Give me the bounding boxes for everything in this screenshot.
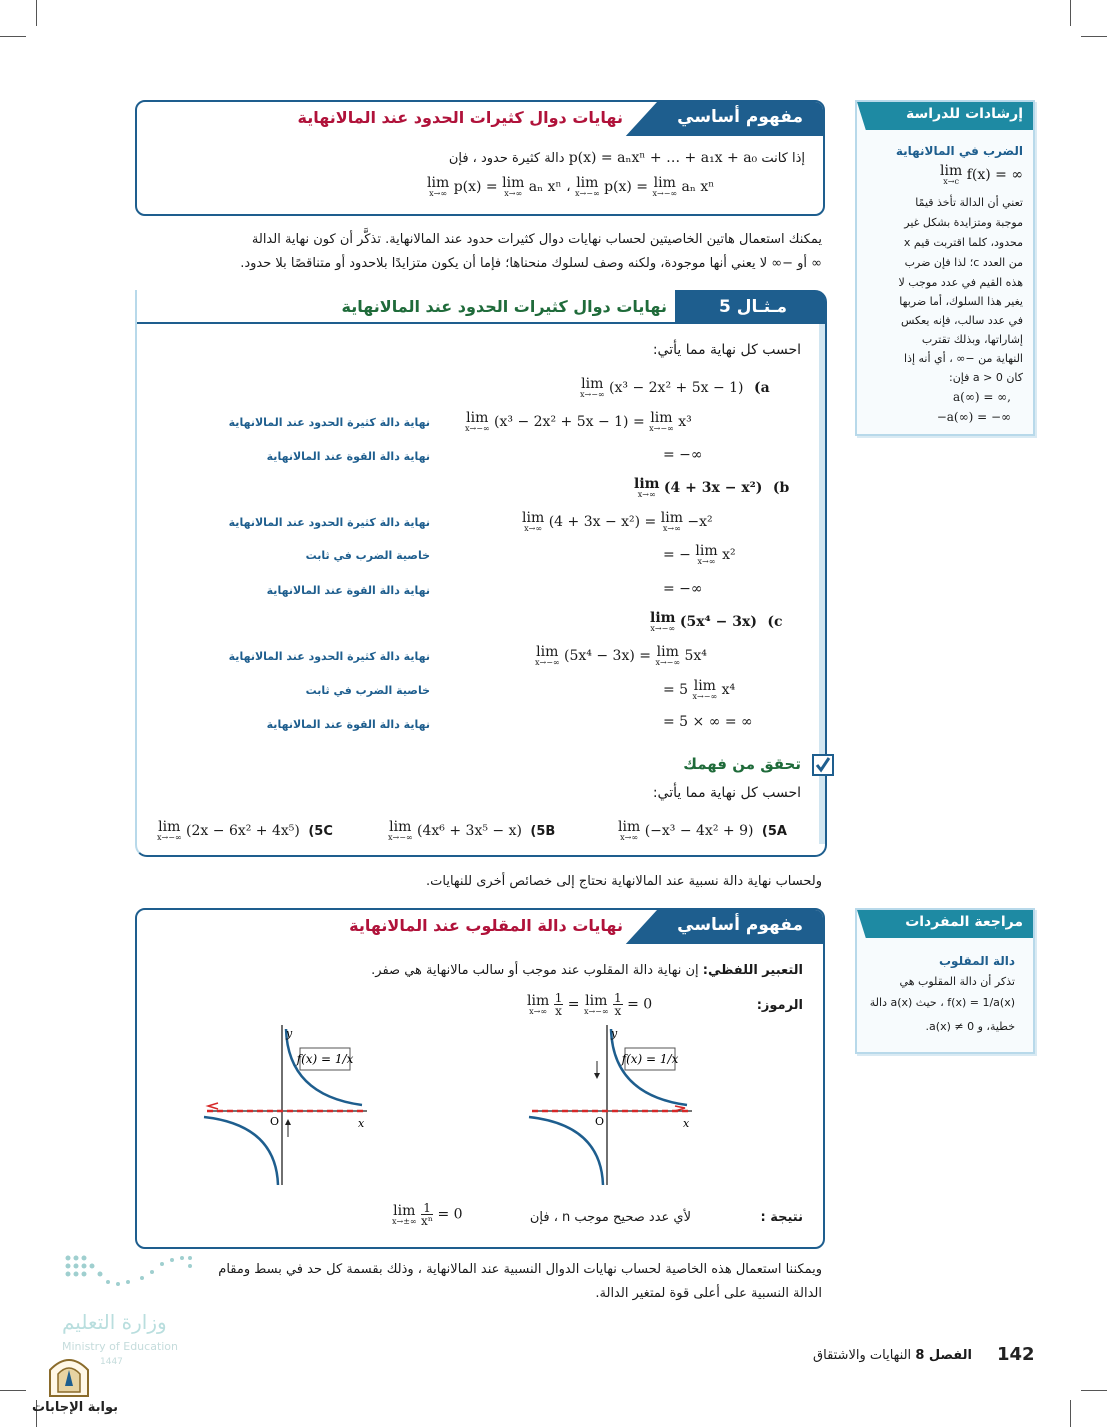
check-5a: lim x→∞ (−x³ − 4x² + 9) (5A	[618, 819, 787, 842]
result-label: نتيجة :	[760, 1210, 803, 1225]
crop-mark	[0, 36, 26, 37]
svg-text:O: O	[595, 1115, 605, 1128]
crop-mark	[0, 1390, 26, 1391]
watermark-dots	[62, 1252, 202, 1302]
svg-text:y: y	[611, 1027, 618, 1040]
concept-title: نهايات دوال كثيرات الحدود عند المالانهاية	[297, 108, 623, 127]
example-label: مـثـال 5	[719, 297, 787, 317]
example-b-note-2: خاصية الضرب في ثابت	[305, 549, 430, 562]
concept-line-1: إذا كانت p(x) = aₙxⁿ + … + a₁x + a₀ دالة كثيرة حدود ، فإن	[448, 150, 805, 166]
tips-line: كان a > 0 فإن:	[948, 371, 1023, 384]
example-b-note-3: نهاية دالة القوة عند المالانهاية	[266, 584, 430, 597]
svg-text:x: x	[358, 1117, 365, 1130]
watermark-arabic: وزارة التعليم	[62, 1310, 167, 1334]
example-a-step-2: = −∞	[663, 447, 703, 463]
vocab-review-box	[855, 908, 1035, 1054]
example-header-line	[137, 322, 677, 324]
concept-title: نهايات دالة المقلوب عند المالانهاية	[349, 916, 623, 935]
bridge-text: ولحساب نهاية دالة نسبية عند المالانهاية نحتاج إلى خصائص أخرى للنهايات.	[426, 874, 822, 889]
vocab-subtitle: دالة المقلوب	[938, 954, 1015, 968]
side-title: إرشادات للدراسة	[906, 106, 1023, 122]
key-concept-reciprocal-limits	[135, 908, 825, 1249]
concept-line-2: lim x→∞ p(x) = lim x→∞ aₙ xⁿ ، lim x→−∞ p(x) = lim x→−∞ aₙ xⁿ	[427, 175, 715, 198]
example-b-step-1: lim x→∞ (4 + 3x − x²) = lim x→∞ −x²	[522, 510, 713, 533]
example-a-note-2: نهاية دالة القوة عند المالانهاية	[266, 450, 430, 463]
page-number: 142	[997, 1344, 1035, 1365]
crop-mark	[36, 0, 37, 26]
tips-eq-2: −a(∞) = −∞	[936, 410, 1011, 424]
example-b-note-1: نهاية دالة كثيرة الحدود عند المالانهاية	[228, 516, 430, 529]
example-c-step-3: = 5 × ∞ = ∞	[663, 714, 753, 730]
example-b-question: lim x→∞ (4 + 3x − x²) (b	[634, 476, 790, 499]
arrow-icon	[208, 1103, 218, 1109]
check-prompt: احسب كل نهاية مما يأتي:	[652, 785, 801, 801]
result-formula: lim x→±∞ $\frac{1}{\text{xⁿ}}$ = 0	[392, 1201, 463, 1228]
example-a-note-1: نهاية دالة كثيرة الحدود عند المالانهاية	[228, 416, 430, 429]
polynomial-formula: p(x) = aₙxⁿ + … + a₁x + a₀	[568, 150, 758, 166]
intro-paragraph-line-2: ∞ أو −∞ لا يعني أنها موجودة، ولكنه وصف لسلوك منحناها؛ فإما أن يكون متزايدًا بلاحدود أو متناقصًا بلا حدود.	[240, 256, 822, 271]
crop-mark	[1070, 0, 1071, 26]
tips-line: النهاية من −∞ ، أي أنه إذا	[904, 352, 1023, 365]
svg-text:f(x) = 1/x: f(x) = 1/x	[296, 1052, 354, 1066]
check-5b: lim x→−∞ (4x⁶ + 3x⁵ − x) (5B	[388, 819, 556, 842]
concept-header	[137, 102, 823, 136]
svg-text:f(x) = 1/x: f(x) = 1/x	[621, 1052, 679, 1066]
symbols-formula: lim x→∞ $\frac{1}{x}$ = lim x→−∞ $\frac{1}{x}$ = 0	[527, 991, 653, 1018]
chapter-label: الفصل 8 النهايات والاشتقاق	[813, 1348, 972, 1363]
example-c-note-1: نهاية دالة كثيرة الحدود عند المالانهاية	[228, 650, 430, 663]
intro-paragraph-line-1: يمكنك استعمال هاتين الخاصيتين لحساب نهايات دوال كثيرات حدود عند المالانهاية. تذكَّر أن كون نهاية الدالة	[251, 232, 822, 247]
closing-paragraph-line-1: ويمكننا استعمال هذه الخاصية لحساب نهايات الدوال النسبية عند المالانهاية ، وذلك بقسمة كل حد في بسط ومقام	[218, 1262, 822, 1277]
closing-paragraph-line-2: الدالة النسبية على أعلى قوة لمتغير الدالة.	[595, 1286, 822, 1301]
example-c-step-2: = 5 lim x→−∞ x⁴	[663, 678, 736, 701]
example-c-note-2: خاصية الضرب في ثابت	[305, 684, 430, 697]
tips-line: هذه القيم في عدد موجب لا	[898, 276, 1023, 289]
key-concept-polynomial-limits	[135, 100, 825, 216]
check-5c: lim x→−∞ (2x − 6x² + 4x⁵) (5C	[157, 819, 333, 842]
tips-line: تعني أن الدالة تأخذ قيمًا	[915, 196, 1023, 209]
tips-line: في عدد سالب، فإنه يعكس	[901, 314, 1023, 327]
study-tips-box	[855, 100, 1035, 436]
logo-caption: بوابة الإجابات	[32, 1400, 118, 1415]
logo-icon	[44, 1352, 94, 1398]
graph-negative-infinity	[202, 1025, 372, 1185]
example-prompt: احسب كل نهاية مما يأتي:	[652, 342, 801, 358]
example-a-step-1: lim x→−∞ (x³ − 2x² + 5x − 1) = lim x→−∞ x³	[465, 410, 692, 433]
checkmark-icon	[812, 754, 834, 776]
example-b-step-3: = −∞	[663, 581, 703, 597]
vocab-line: f(x) = 1/a(x) ، حيث a(x) دالة	[869, 996, 1015, 1009]
curve-branch	[529, 1117, 603, 1185]
example-a-question: lim x→−∞ (x³ − 2x² + 5x − 1) (a	[580, 376, 770, 399]
concept-label: مفهوم أساسي	[677, 915, 803, 935]
crop-mark	[1081, 1390, 1107, 1391]
svg-text:y: y	[286, 1027, 293, 1040]
tips-formula: lim x→c f(x) = ∞	[940, 163, 1023, 186]
concept-header	[137, 910, 823, 944]
tips-line: محدود، كلما اقتربت قيم x	[903, 236, 1023, 249]
tips-line: من العدد c؛ لذا فإن ضرب	[904, 256, 1023, 269]
tips-line: يغير هذا السلوك، أما ضربها	[899, 295, 1023, 308]
tips-line: موجبة ومتزايدة بشكل غير	[904, 216, 1023, 229]
crop-mark	[1070, 1400, 1071, 1427]
example-c-question: lim x→−∞ (5x⁴ − 3x) (c	[650, 610, 783, 633]
svg-text:O: O	[270, 1115, 280, 1128]
vocab-line: خطية، و a(x) ≠ 0.	[925, 1020, 1015, 1033]
vocab-line: تذكر أن دالة المقلوب هي	[899, 975, 1015, 988]
side-title: مراجعة المفردات	[905, 914, 1023, 930]
tips-subtitle: الضرب في المالانهاية	[895, 144, 1023, 158]
example-c-note-3: نهاية دالة القوة عند المالانهاية	[266, 718, 430, 731]
crop-mark	[1081, 36, 1107, 37]
verbal-expression: التعبير اللفظي: إن نهاية دالة المقلوب عند موجب أو سالب مالانهاية هي صفر.	[371, 963, 803, 978]
example-title: نهايات دوال كثيرات الحدود عند المالانهاية	[341, 297, 667, 316]
example-c-step-1: lim x→−∞ (5x⁴ − 3x) = lim x→−∞ 5x⁴	[535, 644, 707, 667]
svg-text:x: x	[683, 1117, 690, 1130]
curve-branch	[204, 1117, 278, 1185]
example-b-step-2: = − lim x→∞ x²	[663, 543, 736, 566]
tips-eq-1: a(∞) = ∞,	[952, 390, 1011, 404]
watermark-year: 1447	[100, 1357, 123, 1367]
graph-positive-infinity	[527, 1025, 697, 1185]
concept-label: مفهوم أساسي	[677, 107, 803, 127]
check-title: تحقق من فهمك	[683, 755, 801, 773]
watermark-english: Ministry of Education	[62, 1340, 179, 1353]
tips-line: إشاراتها، وبذلك تقترب	[921, 333, 1023, 346]
result-text: لأي عدد صحيح موجب n ، فإن	[529, 1210, 691, 1225]
symbols-label: الرموز:	[756, 998, 803, 1013]
